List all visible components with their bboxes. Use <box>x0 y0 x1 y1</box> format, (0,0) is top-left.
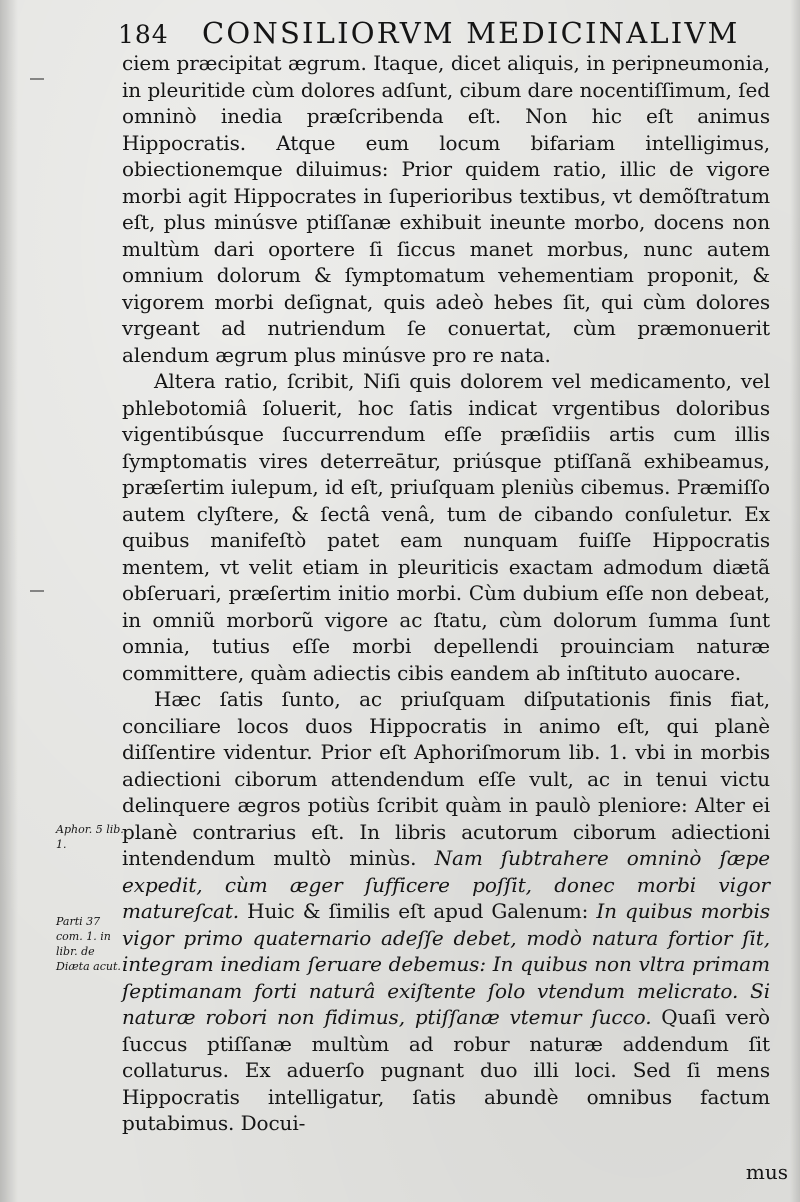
paragraph-2: Altera ratio, ſcribit, Niſi quis dolorem vel medicamento, vel phlebotomiâ ſoluerit, hoc ſatis indicat vrgentibus doloribus vigentibúsque ſuccurrendum eſſe præſidiis artis cum illis ſymptomatis vires deterreātur, priúsque ptiſſanã exhibeamus, præſertim iulepum, id eſt, priuſquam pleniùs cibemus. Præmiſſo autem clyſtere, & ſectâ venâ, tum de cibando conſuletur. Ex quibus manifeſtò patet eam nunquam fuiſſe Hippocratis mentem, vt velit etiam in pleuriticis exactam admodum diætã obſeruari, præſertim initio morbi. Cùm dubium eſſe non debeat, in omniũ morborũ vigore ac ſtatu, cùm dolorum ſumma ſunt omnia, tutius eſſe morbi depellendi prouinciam naturæ committere, quàm adiectis cibis eandem ab inſtituto auocare. <box>122 369 770 685</box>
page-number: 184 <box>118 20 169 49</box>
margin-note-diaeta: Parti 37 com. 1. in libr. de Diæta acut. <box>56 915 121 973</box>
paragraph-3-text: Quaſi verò ſuccus ptiſſanæ multùm ad robur naturæ addendum ſit collaturus. Ex aduerſo pugnant duo illi loci. Sed ſi mens Hippocratis intelligatur, ſatis abundè omnibus factum putabimus. Docui- <box>122 1005 770 1135</box>
margin-mark <box>30 590 44 592</box>
running-title: CONSILIORVM MEDICINALIVM <box>202 16 740 50</box>
paragraph-3-text: Hæc ſatis ſunto, ac priuſquam diſputationis finis fiat, conciliare locos duos Hippocratis in animo eſt, qui planè diſſentire videntur. Prior eſt Aphoriſmorum lib. 1. vbi in morbis adiectioni ciborum attendendum eſſe vult, ac in tenui victu delinquere ægros potiùs ſcribit quàm in paulò pleniore: Alter ei planè contrarius eſt. In libris acutorum ciborum adiectioni intendendum multò minùs. <box>122 687 770 870</box>
edge-shadow <box>790 0 800 1202</box>
body-text <box>122 50 770 1137</box>
margin-mark <box>30 78 44 80</box>
page-header <box>118 14 760 54</box>
catchword: mus <box>745 1160 788 1184</box>
gutter-shadow <box>0 0 18 1202</box>
galen-quote: In quibus morbis vigor primo quaternario adeſſe debet, modò natura fortior ſit, integram inediam ſeruare debemus: In quibus non vltra primam ſeptimanam forti naturâ exiſtente ſolo vtendum melicrato. Si naturæ robori non fidimus, ptiſſanæ vtemur ſucco. <box>122 899 771 1029</box>
paragraph-3 <box>122 686 770 1137</box>
hippocrates-quote: Nam ſubtrahere omninò ſæpe expedit, cùm æger ſufficere poſſit, donec morbi vigor matureſcat. <box>122 846 770 923</box>
margin-note-aphorisms: Aphor. 5 lib. 1. <box>56 823 124 851</box>
paragraph-1: ciem præcipitat ægrum. Itaque, dicet aliquis, in peripneumonia, in pleuritide cùm dolores adſunt, cibum dare nocentiſſimum, ſed omninò inedia præſcribenda eſt. Non hic eſt animus Hippocratis. Atque eum locum bifariam intelligimus, obiectionemque diluimus: Prior quidem ratio, illic de vigore morbi agit Hippocrates in ſuperioribus textibus, vt demõſtratum eſt, plus minúsve ptiſſanæ exhibuit ineunte morbo, docens non multùm dari oportere ſi ſiccus manet morbus, nunc autem omnium dolorum & ſymptomatum vehementiam proponit, & vigorem morbi deſignat, quis adeò hebes ſit, qui cùm dolores vrgeant ad nutriendum ſe conuertat, cùm præmonuerit alendum ægrum plus minúsve pro re nata. <box>122 51 770 367</box>
paragraph-3-text: Huic & ſimilis eſt apud Galenum: <box>239 899 597 923</box>
